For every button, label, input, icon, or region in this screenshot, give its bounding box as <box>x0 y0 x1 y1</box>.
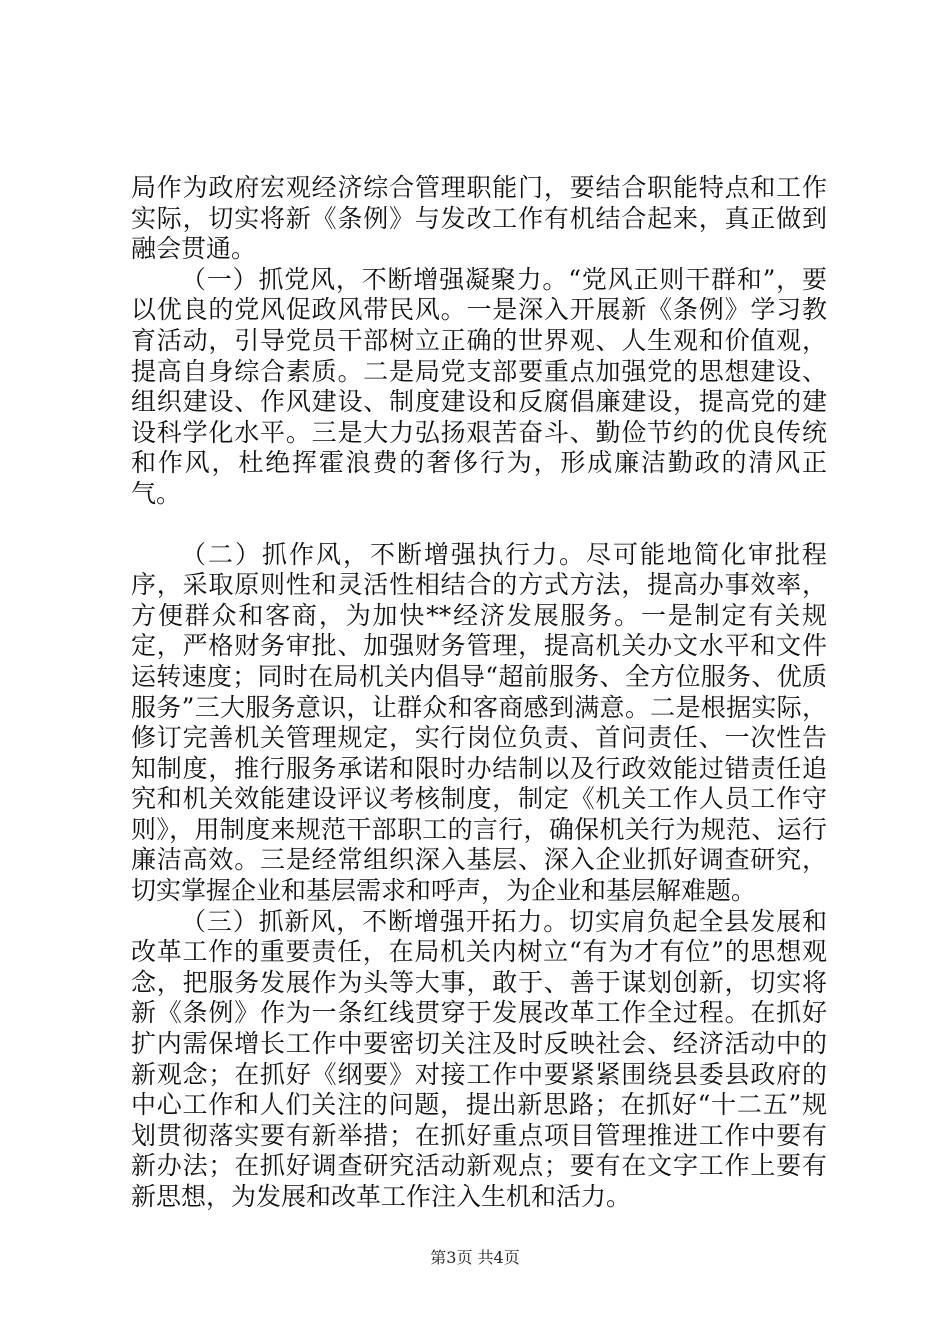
page-number-footer: 第3页 共4页 <box>430 1248 520 1267</box>
paragraph-new-style: （三）抓新风，不断增强开拓力。切实肩负起全县发展和改革工作的重要责任，在局机关内树立“有为才有位”的思想观念，把服务发展作为头等大事，敢于、善于谋划创新，切实将新《条例》作为一条红线贯穿于发展改革工作全过程。在抓好扩内需保增长工作中要密切关注及时反映社会、经济活动中的新观念；在抓好《纲要》对接工作中要紧紧围绕县委县政府的中心工作和人们关注的问题，提出新思路；在抓好“十二五”规划贯彻落实要有新举措；在抓好重点项目管理推进工作中要有新办法；在抓好调查研究活动新观点；要有在文字工作上要有新思想，为发展和改革工作注入生机和活力。 <box>131 906 827 1211</box>
paragraph-work-style: （二）抓作风，不断增强执行力。尽可能地简化审批程序，采取原则性和灵活性相结合的方式方法，提高办事效率，方便群众和客商，为加快**经济发展服务。一是制定有关规定，严格财务审批、加强财务管理，提高机关办文水平和文件运转速度；同时在局机关内倡导“超前服务、全方位服务、优质服务”三大服务意识，让群众和客商感到满意。二是根据实际，修订完善机关管理规定，实行岗位负责、首问责任、一次性告知制度，推行服务承诺和限时办结制以及行政效能过错责任追究和机关效能建设评议考核制度，制定《机关工作人员工作守则》，用制度来规范干部职工的言行，确保机关行为规范、运行廉洁高效。三是经常组织深入基层、深入企业抓好调查研究，切实掌握企业和基层需求和呼声，为企业和基层解难题。 <box>131 539 827 906</box>
document-body <box>131 173 827 1213</box>
paragraph-party-style: （一）抓党风，不断增强凝聚力。“党风正则干群和”，要以优良的党风促政风带民风。一是深入开展新《条例》学习教育活动，引导党员干部树立正确的世界观、人生观和价值观，提高自身综合素质。二是局党支部要重点加强党的思想建设、组织建设、作风建设、制度建设和反腐倡廉建设，提高党的建设科学化水平。三是大力弘扬艰苦奋斗、勤俭节约的优良传统和作风，杜绝挥霍浪费的奢侈行为，形成廉洁勤政的清风正气。 <box>131 264 827 508</box>
paragraph-continuation: 局作为政府宏观经济综合管理职能门，要结合职能特点和工作实际，切实将新《条例》与发改工作有机结合起来，真正做到融会贯通。 <box>131 173 827 264</box>
